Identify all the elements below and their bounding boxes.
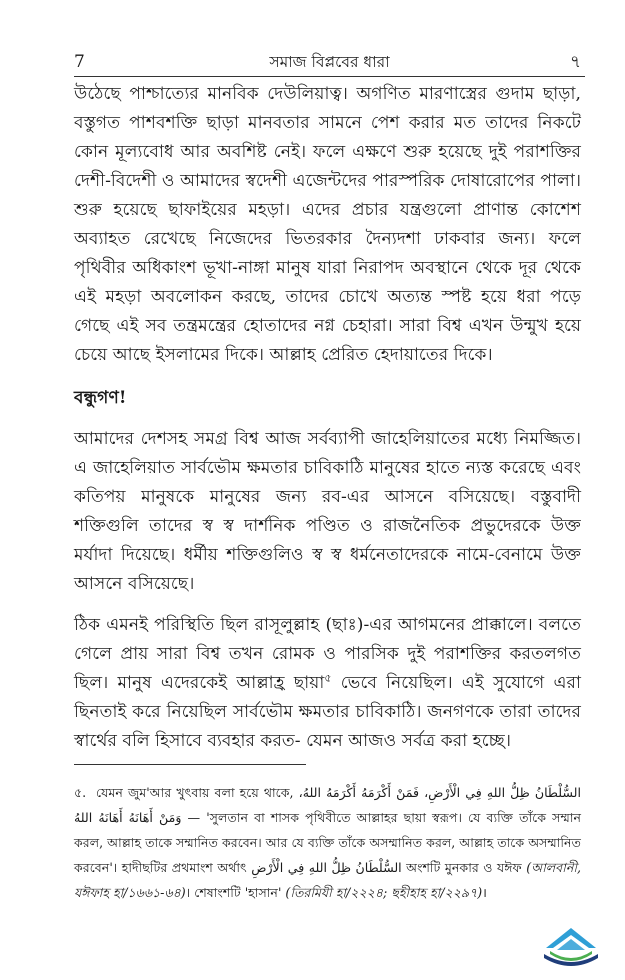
footnote-arabic-phrase: السُّلْطَانُ ظِلُّ اللهِ فِي الْأَرْضِ [251,860,402,875]
page-header [74,28,585,77]
footnote-text-5: । [482,885,487,900]
footnote-text-2: — 'সুলতান বা শাসক পৃথিবীতে আল্লাহর ছায়া স্বরূপ। যে ব্যক্তি তাঁকে সম্মান করল, আল্লাহ তাকে সম্মানিত করবেন। আর যে ব্যক্তি তাঁকে অসম্মানিত করল, আল্লাহ তাকে অসম্মানিত করবেন'। হাদীছটির প্রথমাংশ অর্থাৎ [74,810,581,875]
footnote-text-1: যেমন জুম'আর খুৎবায় বলা হয়ে থাকে, [96,785,294,800]
paragraph-1: উঠেছে পাশ্চাত্যের মানবিক দেউলিয়াত্ব। অগণিত মারণাস্ত্রের গুদাম ছাড়া, বস্তুগত পাশবশক্তি ছাড়া মানবতার সামনে পেশ করার মত তাদের নিকটে কোন মূল্যবোধ আর অবশিষ্ট নেই। ফলে এক্ষণে শুরু হয়েছে দুই পরাশক্তির দেশী-বিদেশী ও আমাদের স্বদেশী এজেন্টদের পারস্পরিক দোষারোপের পালা। শুরু হয়েছে ছাফাইয়ের মহড়া। এদের প্রচার যন্ত্রগুলো প্রাণান্ত কোশেশ অব্যাহত রেখেছে নিজেদের ভিতরকার দৈন্যদশা ঢাকবার জন্য। ফলে পৃথিবীর অধিকাংশ ভূখা-নাঙ্গা মানুষ যারা নিরাপদ অবস্থানে থেকে দূর থেকে এই মহড়া অবলোকন করছে, তাদের চোখে অত্যন্ত স্পষ্ট হয়ে ধরা পড়ে গেছে এই সব তন্ত্রমন্ত্রের হোতাদের নগ্ন চেহারা। সারা বিশ্ব এখন উন্মুখ হয়ে চেয়ে আছে ইসলামের দিকে। আল্লাহ প্রেরিত হেদায়াতের দিকে। [74,84,581,365]
footnote-marker: ৫. [74,785,87,800]
paragraph-3-text-a: ঠিক এমনই পরিস্থিতি ছিল রাসূলুল্লাহ (ছাঃ)-এর আগমনের প্রাক্কালে। বলতে গেলে প্রায় সারা বিশ্ব তখন রোমক ও পারসিক দুই পরাশক্তির করতলগত ছিল। মানুষ এদেরকেই আল্লাহ্র ছায়া [74,615,581,693]
footnote [74,780,581,905]
body-text [74,80,581,756]
footnote-separator [74,764,306,765]
paragraph-3-text-b: ভেবে নিয়েছিল। এই সুযোগে এরা ছিনতাই করে নিয়েছিল সার্বভৌম ক্ষমতার চাবিকাঠি। জনগণকে তারা তাদের স্বার্থের বলি হিসাবে ব্যবহার করত- যেমন আজও সর্বত্র করা হচ্ছে। [74,673,581,751]
section-heading: বন্ধুগণ! [74,388,127,408]
footnote-citation-2: (তিরমিযী হা/২২২৪; ছহীহাহ হা/২২৯৭) [285,885,483,900]
paragraph-2: আমাদের দেশসহ সমগ্র বিশ্ব আজ সর্বব্যাপী জাহেলিয়াতের মধ্যে নিমজ্জিত। এ জাহেলিয়াত সার্বভৌম ক্ষমতার চাবিকাঠি মানুষের হাতে ন্যস্ত করেছে এবং কতিপয় মানুষকে মানুষের জন্য রব-এর আসনে বসিয়েছে। বস্তুবাদী শক্তিগুলি তাদের স্ব স্ব দার্শনিক পণ্ডিত ও রাজনৈতিক প্রভুদেরকে উক্ত মর্যাদা দিয়েছে। ধর্মীয় শক্তিগুলিও স্ব স্ব ধর্মনেতাদেরকে নামে-বেনামে উক্ত আসনে বসিয়েছে। [74,429,581,594]
page-number-latin: 7 [74,52,85,72]
running-title: সমাজ বিপ্লবের ধারা [269,53,390,71]
footnote-reference[interactable]: ৫ [324,671,332,685]
footnote-citation-1: (আলবানী, যঈফাহ হা/১৬৬১-৬৪) [74,860,581,900]
footnote-text-4: । শেষাংশটি 'হাসান' [185,885,282,900]
page-number-bengali: ৭ [569,52,581,72]
footnote-text-3: অংশটি মুনকার ও যঈফ [406,860,522,875]
footnote-arabic-quote: السُّلْطَانُ ظِلُّ اللهِ فِي الْأَرْضِ، فَمَنْ أَكْرَمَهُ أَكْرَمَهُ اللهُ، وَمَنْ أَهَانَهُ أَهَانَهُ اللهُ [74,785,581,825]
paragraph-3 [74,611,581,756]
publisher-logo-icon [540,918,602,970]
